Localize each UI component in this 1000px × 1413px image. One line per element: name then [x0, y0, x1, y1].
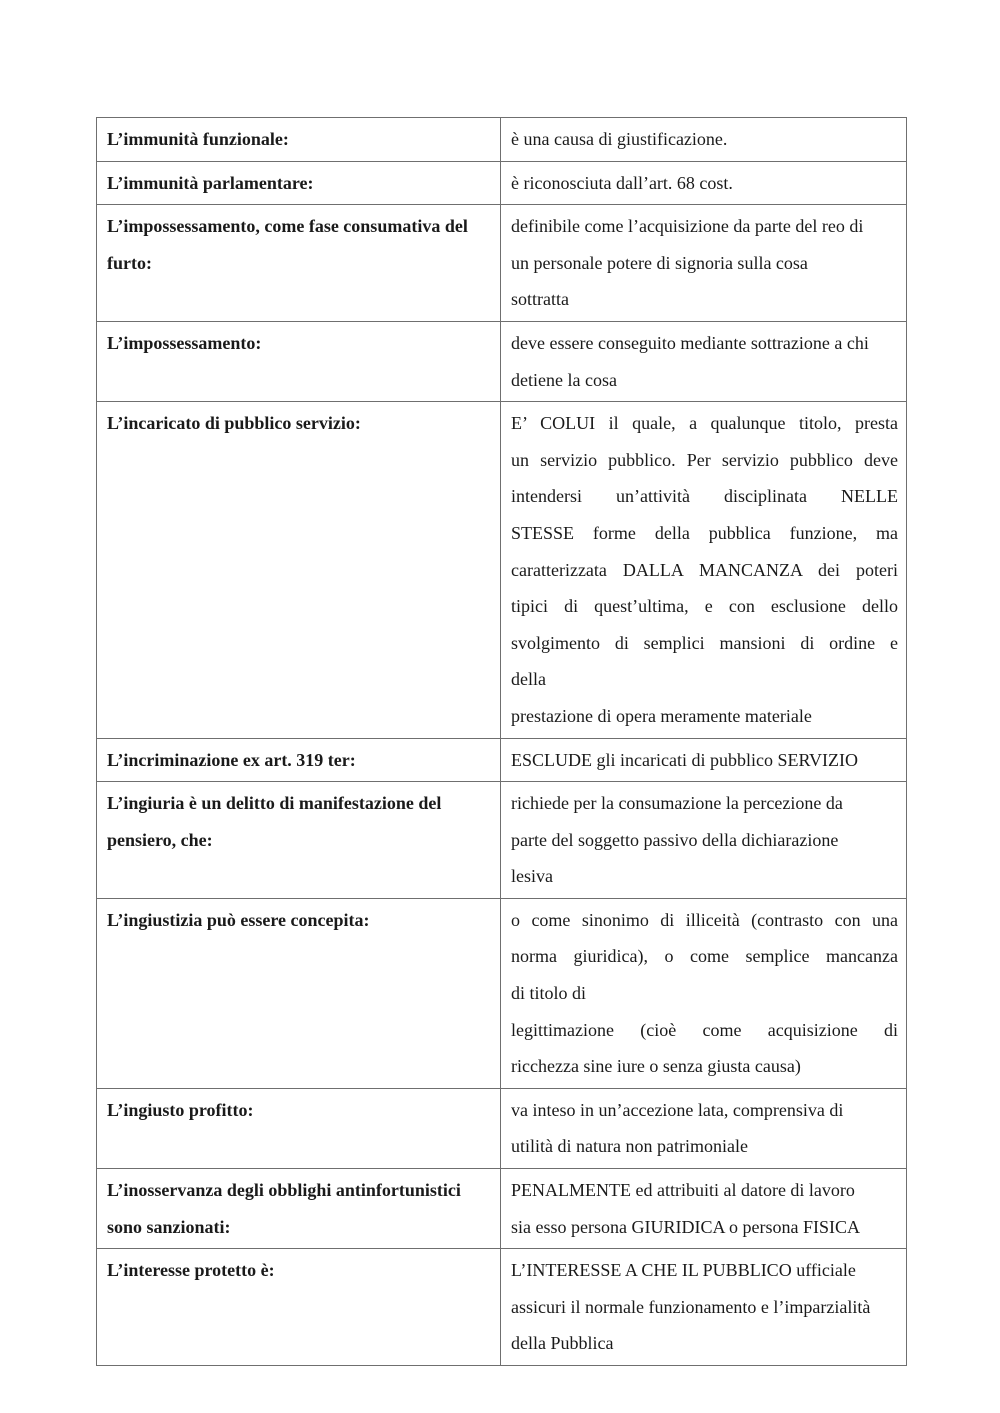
- definition-line: intendersi un’attività disciplinata NELLE: [511, 486, 898, 507]
- definition-cell: [501, 402, 907, 738]
- definition-line: parte del soggetto passivo della dichiarazione: [511, 829, 839, 850]
- definition-line: tipici di quest’ultima, e con esclusione dello: [511, 596, 898, 617]
- definition-line: ricchezza sine iure o senza giusta causa): [511, 1056, 801, 1077]
- definition-line: della Pubblica: [511, 1333, 614, 1354]
- term-cell: L’incriminazione ex art. 319 ter:: [97, 738, 501, 782]
- table-row: [97, 1249, 907, 1366]
- definition-line: svolgimento di semplici mansioni di ordine e: [511, 632, 898, 653]
- definition-line: norma giuridica), o come semplice mancanza: [511, 946, 898, 967]
- definition-line: o come sinonimo di illiceità (contrasto con una: [511, 909, 898, 930]
- definition-cell: [501, 161, 907, 205]
- definition-line: un servizio pubblico. Per servizio pubblico deve: [511, 449, 898, 470]
- term-cell: L’impossessamento, come fase consumativa del furto:: [97, 205, 501, 322]
- table-row: [97, 321, 907, 401]
- definition-line: prestazione di opera meramente materiale: [511, 705, 812, 726]
- definition-cell: [501, 782, 907, 899]
- definition-cell: [501, 1088, 907, 1168]
- definition-cell: [501, 321, 907, 401]
- definition-line: definibile come l’acquisizione da parte del reo di: [511, 216, 864, 237]
- definition-line: utilità di natura non patrimoniale: [511, 1136, 748, 1157]
- table-row: [97, 205, 907, 322]
- definition-cell: [501, 118, 907, 162]
- definition-line: richiede per la consumazione la percezione da: [511, 793, 843, 814]
- term-cell: L’immunità parlamentare:: [97, 161, 501, 205]
- term-cell: L’incaricato di pubblico servizio:: [97, 402, 501, 738]
- glossary-table: [96, 117, 907, 1366]
- definition-line: STESSE forme della pubblica funzione, ma: [511, 522, 898, 543]
- definition-line: va inteso in un’accezione lata, comprensiva di: [511, 1099, 844, 1120]
- definition-cell: [501, 738, 907, 782]
- definition-line: detiene la cosa: [511, 369, 617, 390]
- definition-line: ESCLUDE gli incaricati di pubblico SERVIZIO: [511, 749, 859, 770]
- table-row: [97, 898, 907, 1088]
- definition-line: sottratta: [511, 289, 569, 310]
- table-row: [97, 1169, 907, 1249]
- term-cell: L’ingiusto profitto:: [97, 1088, 501, 1168]
- glossary-body: [97, 118, 907, 1366]
- term-cell: L’ingiuria è un delitto di manifestazione del pensiero, che:: [97, 782, 501, 899]
- definition-line: della: [511, 669, 546, 690]
- term-cell: L’interesse protetto è:: [97, 1249, 501, 1366]
- definition-line: E’ COLUI il quale, a qualunque titolo, presta: [511, 413, 898, 434]
- definition-line: un personale potere di signoria sulla cosa: [511, 252, 808, 273]
- term-cell: L’immunità funzionale:: [97, 118, 501, 162]
- definition-line: è riconosciuta dall’art. 68 cost.: [511, 172, 733, 193]
- definition-cell: [501, 898, 907, 1088]
- table-row: [97, 118, 907, 162]
- definition-line: caratterizzata DALLA MANCANZA dei poteri: [511, 559, 898, 580]
- definition-cell: [501, 1249, 907, 1366]
- definition-cell: [501, 1169, 907, 1249]
- table-row: [97, 402, 907, 738]
- definition-line: assicuri il normale funzionamento e l’imparzialità: [511, 1296, 871, 1317]
- term-cell: L’impossessamento:: [97, 321, 501, 401]
- definition-line: PENALMENTE ed attribuiti al datore di lavoro: [511, 1180, 855, 1201]
- definition-line: è una causa di giustificazione.: [511, 129, 728, 149]
- table-row: [97, 161, 907, 205]
- table-row: [97, 782, 907, 899]
- definition-cell: [501, 205, 907, 322]
- definition-line: legittimazione (cioè come acquisizione di: [511, 1019, 898, 1040]
- table-row: [97, 1088, 907, 1168]
- term-cell: L’ingiustizia può essere concepita:: [97, 898, 501, 1088]
- table-row: [97, 738, 907, 782]
- definition-line: L’INTERESSE A CHE IL PUBBLICO ufficiale: [511, 1260, 856, 1281]
- definition-line: lesiva: [511, 866, 553, 887]
- definition-line: di titolo di: [511, 983, 587, 1004]
- definition-line: deve essere conseguito mediante sottrazione a chi: [511, 332, 869, 353]
- definition-line: sia esso persona GIURIDICA o persona FISICA: [511, 1216, 860, 1237]
- term-cell: L’inosservanza degli obblighi antinfortunistici sono sanzionati:: [97, 1169, 501, 1249]
